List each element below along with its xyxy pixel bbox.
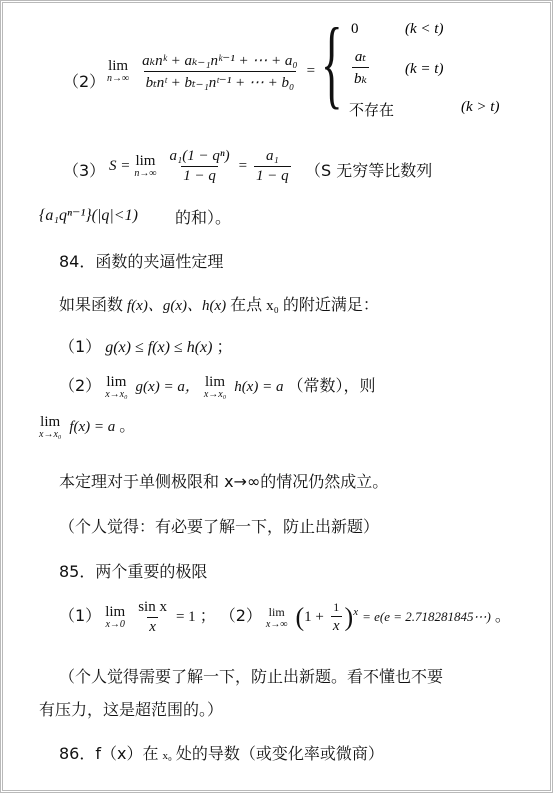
geometric-sequence-math: {a₁qⁿ⁻¹}(|q|<1) bbox=[39, 207, 138, 224]
intro-post: 的附近满足： bbox=[282, 295, 379, 314]
limit-1-label: （1） bbox=[59, 606, 102, 626]
item-2-label: （2） bbox=[63, 72, 106, 91]
geometric-note: （S 无穷等比数列 bbox=[305, 161, 433, 180]
equals-sign: = bbox=[306, 63, 316, 80]
section-86-point: x₀ bbox=[162, 750, 172, 762]
condition-2-label: （2） bbox=[59, 376, 102, 395]
lim-word: lim bbox=[40, 413, 61, 430]
limit-2-end: 。 bbox=[494, 606, 511, 626]
intro-point: x₀ bbox=[266, 298, 279, 314]
condition-2 bbox=[59, 373, 375, 400]
lim-subscript: x→x₀ bbox=[39, 428, 62, 440]
case-2-condition: (k = t) bbox=[405, 61, 444, 77]
case-1-value: 0 bbox=[351, 21, 359, 37]
conclusion-end: 。 bbox=[119, 416, 136, 435]
section-85-title: 85．两个重要的极限 bbox=[59, 562, 208, 581]
section-86-pre: 86．f（x）在 bbox=[59, 744, 159, 763]
fraction-numerator: aₖnᵏ + aₖ₋₁nᵏ⁻¹ + ⋯ + a₀ bbox=[142, 53, 298, 69]
squeeze-note: 本定理对于单侧极限和 x→∞的情况仍然成立。 bbox=[59, 472, 389, 491]
condition-2-math-2: h(x) = a bbox=[234, 379, 284, 395]
limit-2-label: （2） bbox=[219, 606, 262, 626]
lim-word: lim bbox=[106, 373, 127, 390]
limit-2-one: 1 + bbox=[304, 609, 324, 626]
rational-limit-formula bbox=[107, 51, 315, 92]
sum-denominator: 1 − q bbox=[183, 168, 216, 184]
sum-numerator: a₁(1 − qⁿ) bbox=[169, 148, 230, 164]
lim-word-2: lim bbox=[268, 605, 285, 619]
geometric-sum-formula bbox=[109, 148, 294, 185]
limit-2-numerator: 1 bbox=[333, 600, 340, 614]
limit-1-numerator: sin x bbox=[138, 599, 167, 615]
section-85-comment-line-2: 有压力，这是超范围的。） bbox=[39, 700, 224, 719]
cases-brace: { bbox=[321, 7, 343, 118]
limit-2-denominator: x bbox=[332, 618, 340, 634]
important-limits bbox=[59, 599, 511, 636]
sum-numerator-2: a₁ bbox=[266, 148, 279, 164]
right-paren: ) bbox=[344, 602, 354, 632]
condition-1-label: （1） bbox=[59, 337, 102, 356]
intro-functions: f(x)、g(x)、h(x) bbox=[127, 298, 227, 314]
squeeze-conclusion bbox=[39, 413, 135, 440]
left-paren: ( bbox=[295, 602, 305, 632]
condition-2-math-1: g(x) = a， bbox=[135, 379, 200, 395]
equals-sign: = bbox=[238, 158, 248, 175]
lim-word: lim bbox=[105, 604, 126, 620]
lim-subscript: n→∞ bbox=[107, 73, 130, 84]
intro-mid: 在点 bbox=[230, 295, 263, 314]
squeeze-intro bbox=[59, 292, 379, 315]
limit-1-result: = 1 bbox=[175, 609, 196, 626]
case-3-condition: (k > t) bbox=[461, 99, 500, 115]
lim-subscript: x→x₀ bbox=[105, 388, 128, 400]
section-84-comment: （个人觉得：有必要了解一下，防止出新题） bbox=[59, 517, 380, 536]
item-3-label: （3） bbox=[63, 161, 106, 180]
lim-word-2: lim bbox=[205, 373, 226, 390]
fraction-denominator: bₜnᵗ + bₜ₋₁nᵗ⁻¹ + ⋯ + b₀ bbox=[144, 71, 297, 92]
lim-word: lim bbox=[135, 153, 156, 169]
sum-lhs: S = bbox=[109, 158, 131, 175]
limit-2-exponent: x bbox=[353, 605, 359, 618]
condition-1-end: ； bbox=[216, 337, 233, 356]
intro-pre: 如果函数 bbox=[59, 295, 124, 314]
section-86-post: 处的导数（或变化率或微商） bbox=[175, 744, 384, 763]
lim-word: lim bbox=[108, 58, 129, 74]
limit-1-denominator: x bbox=[149, 619, 156, 635]
limit-2-result: = e(e = 2.718281845⋯) bbox=[362, 609, 491, 625]
case-2-numerator: aₜ bbox=[354, 49, 367, 65]
conclusion-math: f(x) = a bbox=[69, 419, 116, 435]
case-1-condition: (k < t) bbox=[405, 21, 444, 37]
lim-subscript: n→∞ bbox=[134, 168, 157, 179]
section-84-title: 84．函数的夹逼性定理 bbox=[59, 252, 224, 271]
section-86-title bbox=[59, 741, 384, 764]
lim-subscript: x→0 bbox=[105, 619, 125, 630]
section-85-comment-line-1: （个人觉得需要了解一下，防止出新题。看不懂也不要 bbox=[59, 667, 444, 686]
lim-subscript-2: x→∞ bbox=[265, 619, 288, 630]
condition-1-math: g(x) ≤ f(x) ≤ h(x) bbox=[105, 339, 213, 356]
case-2-value bbox=[349, 47, 372, 88]
lim-subscript-2: x→x₀ bbox=[203, 388, 227, 400]
separator: ； bbox=[199, 606, 216, 626]
geometric-sequence-text: 的和）。 bbox=[175, 208, 232, 227]
condition-1 bbox=[59, 334, 232, 357]
condition-2-text: （常数），则 bbox=[287, 376, 376, 395]
case-2-denominator: bₖ bbox=[352, 67, 369, 88]
sum-denominator-2: 1 − q bbox=[256, 168, 289, 184]
case-3-value: 不存在 bbox=[349, 101, 395, 119]
